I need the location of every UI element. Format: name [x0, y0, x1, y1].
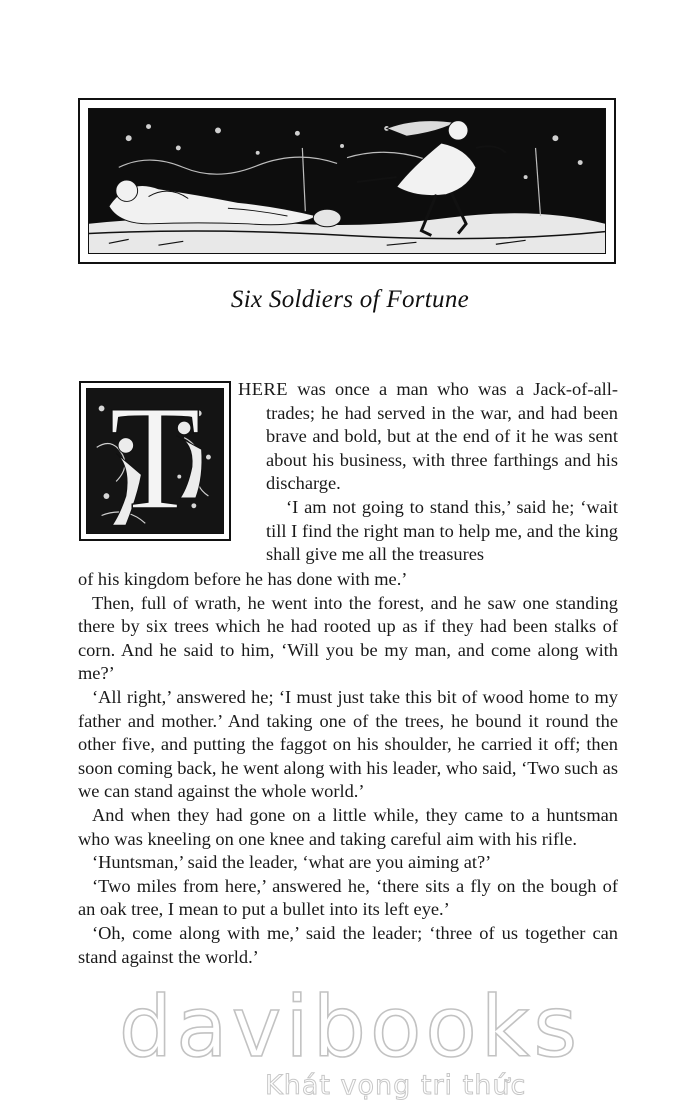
opening-word: HERE — [238, 379, 289, 399]
watermark-brand: davibooks — [118, 978, 582, 1076]
paragraph: ‘All right,’ answered he; ‘I must just take this bit of wood home to my father and mother.’ And taking one of the trees, he bound it round the other five, and putting the faggot on his shoulder, he carried it off; then soon coming back, he went along with his leader, who said, ‘Two such as we can stand against the whole world.’ — [78, 686, 618, 802]
body-text-block — [78, 568, 618, 969]
paragraph: of his kingdom before he has done with me.’ — [78, 569, 408, 589]
decorated-dropcap — [79, 381, 231, 541]
intro-text-block — [238, 378, 618, 567]
header-engraving — [78, 98, 616, 264]
quote-paragraph: ‘I am not going to stand this,’ said he; ‘wait till I find the right man to help me, and the king shall give me all the treasures — [266, 496, 618, 565]
story-title: Six Soldiers of Fortune — [230, 286, 470, 313]
paragraph: ‘Oh, come along with me,’ said the leader; ‘three of us together can stand against the world.’ — [78, 922, 618, 967]
engraving-scene-image — [89, 109, 605, 253]
watermark-tagline: Khát vọng tri thức — [265, 1070, 527, 1101]
intro-paragraph — [238, 378, 618, 496]
paragraph: And when they had gone on a little while, they came to a huntsman who was kneeling on one knee and taking careful aim with his rifle. — [78, 804, 618, 849]
paragraph: ‘Huntsman,’ said the leader, ‘what are you aiming at?’ — [92, 852, 492, 873]
dropcap-letter: T — [109, 388, 201, 534]
opening-text: was once a man who was a Jack-of-all-trades; he had served in the war, and had been brave and bold, but at the end of it he was sent about his business, with three farthings and his discharge. — [266, 379, 618, 494]
paragraph: Then, full of wrath, he went into the forest, and he saw one standing there by six trees which he had rooted up as if they had been stalks of corn. And he said to him, ‘Will you be my man, and come along with me?’ — [78, 592, 618, 684]
paragraph: ‘Two miles from here,’ answered he, ‘there sits a fly on the bough of an oak tree, I mean to put a bullet into its left eye.’ — [78, 875, 618, 920]
